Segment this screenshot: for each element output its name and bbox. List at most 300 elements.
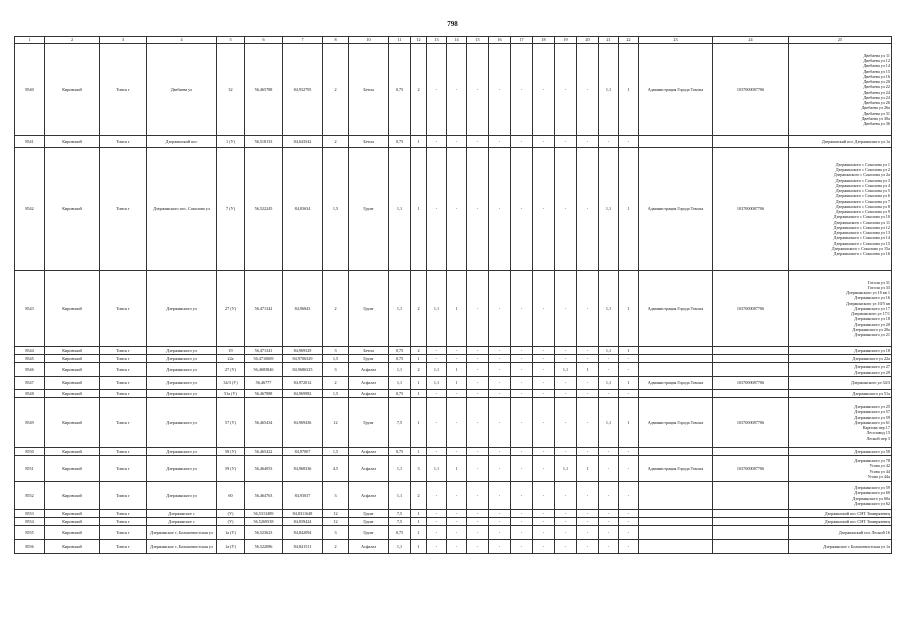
address-line: Дзержинского с Соколова ул 11 xyxy=(833,219,890,225)
table-cell: Администрация Города Томска xyxy=(639,398,713,448)
table-cell: - xyxy=(577,136,599,148)
table-cell: Дзержинское с, Большевистская ул xyxy=(147,526,217,540)
table-cell: - xyxy=(533,398,555,448)
table-cell xyxy=(639,510,713,518)
table-cell: Кировский xyxy=(45,271,100,347)
address-line: Усова ул 44 xyxy=(869,468,890,474)
table-cell: - xyxy=(427,510,447,518)
table-cell: Кировский xyxy=(45,363,100,377)
table-cell: 1,1 xyxy=(389,540,411,554)
table-cell: Дзержинского пос, Соколова ул xyxy=(147,148,217,271)
table-cell: - xyxy=(511,510,533,518)
address-line: Дзержинского ул 18 xyxy=(854,347,890,353)
table-cell: 27 (У) xyxy=(217,271,245,347)
table-cell: 84,643542 xyxy=(283,136,323,148)
table-cell: Администрация Города Томска xyxy=(639,456,713,482)
table-cell: 8548 xyxy=(15,390,45,398)
table-cell: - xyxy=(489,390,511,398)
table-cell: - xyxy=(489,510,511,518)
address-line: Дзержинского ул 60 xyxy=(854,490,890,496)
table-cell: Кировский xyxy=(45,448,100,456)
table-cell xyxy=(639,526,713,540)
address-line: Двебаева ул 24 xyxy=(863,94,890,100)
address-line: Двебаева ул 30а xyxy=(861,115,890,121)
table-cell: 1 xyxy=(411,355,427,363)
table-cell: - xyxy=(447,390,467,398)
table-cell: - xyxy=(599,526,619,540)
address-line: Дзержинского с Соколова ул 12 xyxy=(833,224,890,230)
table-cell: - xyxy=(511,44,533,136)
column-header: 20 xyxy=(577,37,599,44)
address-line: Дзержинского с Соколова ул 15 xyxy=(833,240,890,246)
table-row xyxy=(15,448,892,456)
table-cell: 56,522245 xyxy=(245,148,283,271)
table-cell: - xyxy=(511,377,533,390)
table-cell: 84,97007 xyxy=(283,448,323,456)
table-cell: - xyxy=(511,456,533,482)
address-list-cell xyxy=(789,456,892,482)
table-cell: - xyxy=(511,398,533,448)
table-cell: - xyxy=(619,526,639,540)
table-cell: 0,75 xyxy=(389,448,411,456)
table-cell: - xyxy=(467,518,489,526)
table-cell xyxy=(639,136,713,148)
address-line: Дзержинского с Соколова ул 13 xyxy=(833,230,890,235)
table-cell: 8547 xyxy=(15,377,45,390)
table-cell: Асфальт xyxy=(349,456,389,482)
address-line: Дзержинского ул 10/5 кв xyxy=(845,300,890,306)
address-line: Дзержинского ул 25 xyxy=(854,404,890,410)
table-cell: 1037000087706 xyxy=(713,456,789,482)
address-line: Дзержинского ул 21 xyxy=(854,332,890,338)
table-cell: 1,5 xyxy=(323,390,349,398)
table-cell: 84,842094 xyxy=(283,526,323,540)
table-cell: 8549 xyxy=(15,398,45,448)
table-cell: - xyxy=(555,136,577,148)
table-cell: 59 (У) xyxy=(217,456,245,482)
address-line: Дзержинского с Соколова ул 1 xyxy=(835,161,890,167)
address-line: Дзержинского с Соколова ул 10 xyxy=(833,214,890,220)
address-line: Дзержинский пос СНТ Тимирязевец xyxy=(824,510,890,516)
table-cell: - xyxy=(511,390,533,398)
table-row xyxy=(15,456,892,482)
table-cell: - xyxy=(533,271,555,347)
table-cell: 12 xyxy=(323,398,349,448)
table-cell: - xyxy=(577,44,599,136)
table-cell: Кировский xyxy=(45,456,100,482)
address-line: Дзержинского ул 51а xyxy=(852,390,890,396)
table-cell: Грунт xyxy=(349,148,389,271)
table-cell: - xyxy=(533,347,555,355)
table-cell: 8545 xyxy=(15,355,45,363)
table-cell: 0,75 xyxy=(389,136,411,148)
table-cell: Бетон xyxy=(349,44,389,136)
table-cell: 3 xyxy=(323,482,349,510)
table-cell: Дзержинского ул xyxy=(147,456,217,482)
table-cell: - xyxy=(467,526,489,540)
table-cell: 84,9686325 xyxy=(283,363,323,377)
address-line: Дзержинского ул 57 xyxy=(854,409,890,415)
column-header: 5 xyxy=(217,37,245,44)
table-cell: (У) xyxy=(217,518,245,526)
table-cell: Кировский xyxy=(45,526,100,540)
table-cell: 56,518133 xyxy=(245,136,283,148)
address-line: Дзержинского ул 58 xyxy=(854,448,890,454)
table-cell: 1 xyxy=(411,390,427,398)
column-header: 1 xyxy=(15,37,45,44)
table-cell: - xyxy=(533,148,555,271)
table-cell: 56,46777 xyxy=(245,377,283,390)
table-cell xyxy=(713,390,789,398)
table-cell: - xyxy=(467,377,489,390)
table-cell: 1,1 xyxy=(427,377,447,390)
table-cell: - xyxy=(619,355,639,363)
table-cell: 57 (У) xyxy=(217,398,245,448)
table-cell: Бетон xyxy=(349,136,389,148)
table-row xyxy=(15,482,892,510)
table-cell: 1,1 xyxy=(389,377,411,390)
table-cell: - xyxy=(533,510,555,518)
table-cell: Томск г xyxy=(100,377,147,390)
table-cell: 84,83634 xyxy=(283,148,323,271)
table-cell: 1,1 xyxy=(599,148,619,271)
table-cell: 56,5313489 xyxy=(245,510,283,518)
table-cell: 84,968336 xyxy=(283,456,323,482)
column-header: 4 xyxy=(147,37,217,44)
table-cell: - xyxy=(619,540,639,554)
table-cell: - xyxy=(533,518,555,526)
address-line: Дзержинского ул 59 xyxy=(854,485,890,490)
table-row xyxy=(15,540,892,554)
table-cell: - xyxy=(489,482,511,510)
column-header: 24 xyxy=(713,37,789,44)
table-cell: 2 xyxy=(323,377,349,390)
table-cell: 22а xyxy=(217,355,245,363)
table-cell: 2 xyxy=(323,136,349,148)
table-cell: Грунт xyxy=(349,510,389,518)
table-cell: - xyxy=(467,510,489,518)
address-line: Дзержинского ул 60а xyxy=(852,495,890,501)
table-cell: 8541 xyxy=(15,136,45,148)
table-cell: - xyxy=(467,355,489,363)
table-cell: Грунт xyxy=(349,398,389,448)
table-cell: 7 (У) xyxy=(217,148,245,271)
address-line: Дзержинского с Соколова ул 3 xyxy=(835,177,890,183)
address-line: Лесной пер 3 xyxy=(866,435,890,441)
table-cell: - xyxy=(599,390,619,398)
table-cell: Дзержинского ул xyxy=(147,363,217,377)
table-cell xyxy=(639,482,713,510)
table-cell: - xyxy=(577,355,599,363)
table-cell: 0,75 xyxy=(389,390,411,398)
table-cell: Дзержинский пос xyxy=(147,136,217,148)
table-cell: - xyxy=(489,347,511,355)
table-cell: - xyxy=(577,148,599,271)
address-line: Двебаева ул 16 xyxy=(863,73,890,79)
table-cell: 1 xyxy=(619,148,639,271)
table-cell: 1 xyxy=(447,377,467,390)
table-cell: - xyxy=(511,448,533,456)
address-line: Двебаева ул 36 xyxy=(863,121,890,126)
address-line: Лесозавод 15 xyxy=(866,430,890,436)
table-cell: - xyxy=(555,398,577,448)
table-cell: - xyxy=(599,136,619,148)
table-cell: 8544 xyxy=(15,347,45,355)
table-cell: - xyxy=(555,482,577,510)
table-cell: 84,8311648 xyxy=(283,510,323,518)
table-cell: 4,5 xyxy=(323,456,349,482)
address-line: Двебаева ул 12 xyxy=(863,58,890,63)
table-cell: - xyxy=(555,355,577,363)
table-cell: 56,4683846 xyxy=(245,363,283,377)
column-header: 14 xyxy=(447,37,467,44)
table-cell: - xyxy=(489,355,511,363)
column-header: 8 xyxy=(323,37,349,44)
table-cell: Дзержинского ул xyxy=(147,347,217,355)
address-list-cell xyxy=(789,347,892,355)
table-cell: Томск г xyxy=(100,271,147,347)
table-cell: Дзержинского ул xyxy=(147,482,217,510)
address-line: Дзержинского ул 62 xyxy=(854,500,890,506)
table-cell: - xyxy=(447,148,467,271)
table-cell: - xyxy=(489,518,511,526)
address-line: Дзержинского с Соколова ул 4 xyxy=(835,182,890,188)
address-line: Дзержинского с Соколова ул 2а xyxy=(833,172,890,178)
column-header: 11 xyxy=(389,37,411,44)
column-header: 3 xyxy=(100,37,147,44)
table-cell: 51а (У) xyxy=(217,390,245,398)
table-cell: 27 (У) xyxy=(217,363,245,377)
address-list-cell xyxy=(789,363,892,377)
table-row xyxy=(15,363,892,377)
table-cell: 1 xyxy=(447,363,467,377)
table-cell: - xyxy=(619,390,639,398)
table-cell: 8556 xyxy=(15,540,45,554)
table-cell: Томск г xyxy=(100,44,147,136)
table-cell: Дзержинского ул xyxy=(147,398,217,448)
table-cell xyxy=(713,363,789,377)
table-cell: 84,972012 xyxy=(283,377,323,390)
table-cell: 12 xyxy=(323,510,349,518)
address-line: Дзержинского ул 17 xyxy=(854,305,890,311)
table-cell: 56,467888 xyxy=(245,390,283,398)
table-cell xyxy=(713,518,789,526)
table-cell: - xyxy=(427,44,447,136)
table-cell: 84,839424 xyxy=(283,518,323,526)
table-cell: - xyxy=(555,518,577,526)
table-cell: - xyxy=(577,510,599,518)
table-cell: - xyxy=(577,540,599,554)
table-cell: 1 xyxy=(577,456,599,482)
address-line: Дзержинский пос СНТ Тимирязевец xyxy=(824,518,890,524)
address-list-cell xyxy=(789,518,892,526)
table-cell: - xyxy=(577,518,599,526)
table-cell: - xyxy=(427,540,447,554)
address-list-cell xyxy=(789,390,892,398)
table-cell: - xyxy=(489,363,511,377)
table-cell: 1,1 xyxy=(599,398,619,448)
table-cell: 1,1 xyxy=(599,377,619,390)
table-cell: 3 xyxy=(323,526,349,540)
address-list-cell xyxy=(789,482,892,510)
address-line: Дзержинского ул 29 xyxy=(854,369,890,375)
address-line: Двебаева ул 31 xyxy=(863,110,890,116)
table-cell: - xyxy=(447,482,467,510)
table-cell: 8543 xyxy=(15,271,45,347)
table-cell: Асфальт xyxy=(349,377,389,390)
table-row xyxy=(15,390,892,398)
column-header: 17 xyxy=(511,37,533,44)
table-cell: - xyxy=(511,271,533,347)
table-cell: 1,1 xyxy=(389,482,411,510)
address-list-cell xyxy=(789,448,892,456)
table-cell: - xyxy=(577,398,599,448)
table-cell: - xyxy=(427,148,447,271)
table-cell: - xyxy=(447,355,467,363)
table-cell: - xyxy=(467,456,489,482)
table-cell: Томск г xyxy=(100,482,147,510)
table-cell: 1а (У) xyxy=(217,526,245,540)
table-cell: 1,1 xyxy=(599,271,619,347)
table-cell: - xyxy=(467,44,489,136)
table-cell: - xyxy=(619,482,639,510)
address-line: Дзержинского ул 78 xyxy=(854,458,890,463)
table-cell: Администрация Города Томска xyxy=(639,148,713,271)
table-cell: - xyxy=(619,510,639,518)
address-line: Дзержинского с Соколова ул 2 xyxy=(835,167,890,172)
address-line: Гоголя ул 31 xyxy=(867,279,890,285)
table-cell: Администрация Города Томска xyxy=(639,377,713,390)
table-cell: 1 xyxy=(411,526,427,540)
address-line: Дзержинский пос Лесной 16 xyxy=(838,529,890,535)
table-cell: - xyxy=(467,148,489,271)
table-cell: Дзержинского ул xyxy=(147,390,217,398)
table-cell: 1,1 xyxy=(427,271,447,347)
address-list-cell xyxy=(789,148,892,271)
table-cell: - xyxy=(489,271,511,347)
table-cell: Томск г xyxy=(100,347,147,355)
table-cell: - xyxy=(599,482,619,510)
table-body xyxy=(15,44,892,554)
table-cell xyxy=(713,448,789,456)
column-header: 21 xyxy=(599,37,619,44)
table-cell: - xyxy=(555,271,577,347)
table-cell xyxy=(713,136,789,148)
table-cell: 2 xyxy=(323,271,349,347)
header-row xyxy=(15,37,892,44)
table-row xyxy=(15,136,892,148)
table-cell: - xyxy=(511,347,533,355)
address-list-cell xyxy=(789,540,892,554)
table-cell: 1037000087706 xyxy=(713,377,789,390)
table-cell: Томск г xyxy=(100,448,147,456)
table-cell: - xyxy=(427,526,447,540)
table-cell: - xyxy=(467,448,489,456)
address-list-cell xyxy=(789,44,892,136)
table-cell: 1,1 xyxy=(389,456,411,482)
address-line: Двебаева ул 20 xyxy=(863,79,890,84)
table-cell: 7,5 xyxy=(389,518,411,526)
table-row xyxy=(15,377,892,390)
table-cell: - xyxy=(467,363,489,377)
table-cell: - xyxy=(555,148,577,271)
table-cell: - xyxy=(489,136,511,148)
table-cell: - xyxy=(555,540,577,554)
table-cell: Бетон xyxy=(349,347,389,355)
table-cell: Томск г xyxy=(100,355,147,363)
table-cell: 1 xyxy=(619,398,639,448)
table-cell xyxy=(713,355,789,363)
table-cell: 19 xyxy=(217,347,245,355)
table-cell: - xyxy=(511,136,533,148)
column-header: 19 xyxy=(555,37,577,44)
table-cell: - xyxy=(467,390,489,398)
table-cell: Дзержинское с xyxy=(147,510,217,518)
table-row xyxy=(15,526,892,540)
table-cell: Кировский xyxy=(45,377,100,390)
table-cell: Дзержинское с, Большевистская ул xyxy=(147,540,217,554)
table-cell: - xyxy=(467,482,489,510)
table-cell: Кировский xyxy=(45,518,100,526)
table-row xyxy=(15,510,892,518)
column-header: 22 xyxy=(619,37,639,44)
table-cell: 2 xyxy=(411,482,427,510)
table-cell: - xyxy=(467,540,489,554)
table-cell: 84,969329 xyxy=(283,347,323,355)
table-cell: 1,1 xyxy=(555,456,577,482)
address-line: Карпова пер 17 xyxy=(862,425,890,431)
table-cell: 84,932795 xyxy=(283,44,323,136)
column-header: 6 xyxy=(245,37,283,44)
table-cell: 1а (У) xyxy=(217,540,245,554)
table-cell: - xyxy=(447,44,467,136)
address-line: Дзержинского с Соколова ул 15а xyxy=(831,245,890,251)
table-cell: - xyxy=(533,44,555,136)
table-cell: - xyxy=(599,518,619,526)
table-cell xyxy=(639,540,713,554)
table-cell xyxy=(713,347,789,355)
table-cell: - xyxy=(427,136,447,148)
address-line: Двебаева ул 11 xyxy=(863,52,890,58)
table-cell: 1,1 xyxy=(427,456,447,482)
table-cell: - xyxy=(427,482,447,510)
table-cell: - xyxy=(511,526,533,540)
table-cell: 1 xyxy=(411,510,427,518)
address-line: Усова ул 42 xyxy=(869,463,890,469)
table-cell: - xyxy=(555,526,577,540)
table-cell: 8542 xyxy=(15,148,45,271)
table-cell: 2 xyxy=(411,271,427,347)
table-cell: - xyxy=(467,347,489,355)
table-cell: Томск г xyxy=(100,390,147,398)
table-cell: Двебаева ул xyxy=(147,44,217,136)
table-cell xyxy=(639,390,713,398)
table-cell: 2 xyxy=(323,540,349,554)
table-cell: - xyxy=(599,456,619,482)
table-cell: - xyxy=(533,136,555,148)
table-cell: Дзержинского ул xyxy=(147,355,217,363)
table-cell: 1 xyxy=(411,148,427,271)
table-cell xyxy=(639,518,713,526)
table-cell: Администрация Города Томска xyxy=(639,271,713,347)
table-cell: 2 xyxy=(411,363,427,377)
table-cell: - xyxy=(577,526,599,540)
table-cell: 12 xyxy=(323,518,349,526)
table-cell: Томск г xyxy=(100,510,147,518)
table-cell: 1 xyxy=(411,518,427,526)
table-cell: - xyxy=(533,377,555,390)
table-cell: - xyxy=(533,482,555,510)
